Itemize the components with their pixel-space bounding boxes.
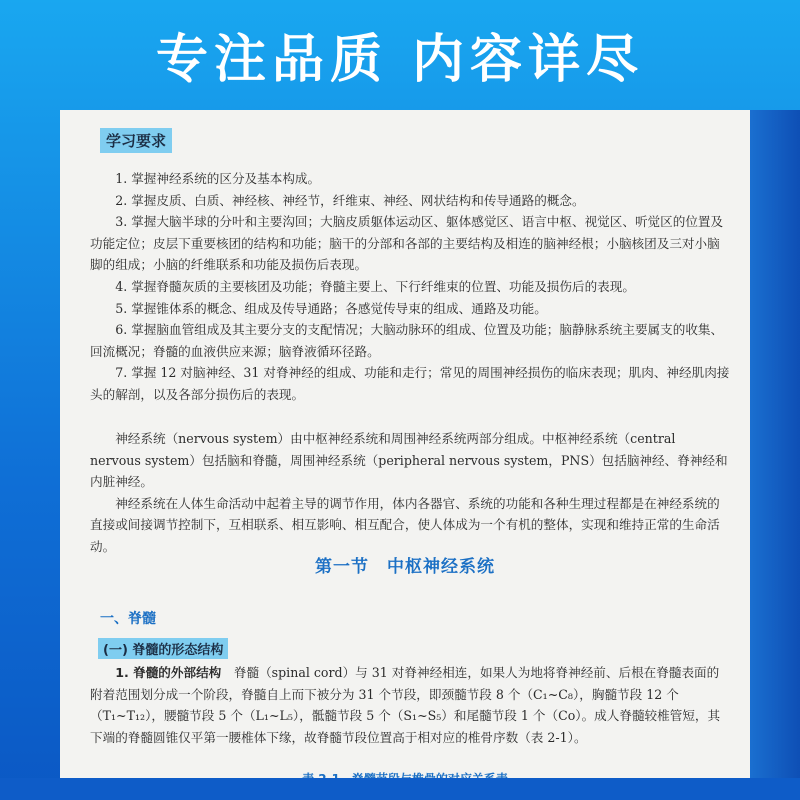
intro-text	[90, 428, 730, 558]
paragraph-text: 脊髓（spinal cord）与 31 对脊神经相连，如果人为地将脊神经前、后根在脊髓表面的附着范围划分成一个阶段，脊髓自上而下被分为 31 个节段，即颈髓节段 8 个（C₁~C₈），胸髓节段 12 个（T₁~T₁₂），腰髓节段 5 个（L₁~L₅），骶髓节段 5 个（S₁~S₅）和尾髓节段 1 个（Co）。成人脊髓较椎管短，其下端的脊髓圆锥仅平第一腰椎体下缘，故脊髓节段位置高于相对应的椎骨序数（表 2-1）。	[90, 665, 721, 745]
requirement-item: 3. 掌握大脑半球的分叶和主要沟回；大脑皮质躯体运动区、躯体感觉区、语言中枢、视觉区、听觉区的位置及功能定位；皮层下重要核团的结构和功能；脑干的分部和各部的主要结构及相连的脑神经根；小脑核团及三对小脑脚的组成；小脑的纤维联系和功能及损伤后表现。	[90, 214, 724, 273]
requirement-item: 5. 掌握锥体系的概念、组成及传导通路；各感觉传导束的组成、通路及功能。	[115, 300, 547, 316]
sub-heading-morphology: (一) 脊髓的形态结构	[98, 638, 228, 659]
intro-paragraph: 神经系统（nervous system）由中枢神经系统和周围神经系统两部分组成。中枢神经系统（central nervous system）包括脑和脊髓，周围神经系统（peripheral nervous system，PNS）包括脑神经、脊神经和内脏神经。	[90, 431, 728, 490]
requirement-item: 4. 掌握脊髓灰质的主要核团及功能；脊髓主要上、下行纤维束的位置、功能及损伤后的表现。	[115, 278, 635, 294]
requirement-item: 7. 掌握 12 对脑神经、31 对脊神经的组成、功能和走行；常见的周围神经损伤的临床表现；肌肉、神经肌肉接头的解剖，以及各部分损伤后的表现。	[90, 365, 730, 402]
banner	[0, 0, 800, 108]
requirement-item: 2. 掌握皮质、白质、神经核、神经节，纤维束、神经、网状结构和传导通路的概念。	[115, 192, 585, 208]
section-title: 第一节 中枢神经系统	[315, 557, 495, 577]
requirement-item: 1. 掌握神经系统的区分及基本构成。	[115, 171, 321, 186]
requirements-heading: 学习要求	[100, 128, 172, 153]
banner-title: 专注品质 内容详尽	[155, 29, 645, 90]
bottom-strip	[0, 778, 800, 800]
requirements-list	[90, 168, 730, 406]
intro-paragraph: 神经系统在人体生命活动中起着主导的调节作用，体内各器官、系统的功能和各种生理过程都是在神经系统的直接或间接调节控制下，互相联系、相互影响、相互配合，使人体成为一个有机的整体，实现和维持正常的生命活动。	[90, 495, 720, 554]
body-paragraph	[90, 662, 730, 748]
side-strip	[750, 110, 800, 778]
sub-heading-spinal-cord: 一、脊髓	[100, 611, 156, 627]
paragraph-lead: 1. 脊髓的外部结构	[115, 665, 222, 680]
requirement-item: 6. 掌握脑血管组成及其主要分支的支配情况；大脑动脉环的组成、位置及功能；脑静脉系统主要属支的收集、回流概况；脊髓的血液供应来源；脑脊液循环径路。	[90, 322, 724, 359]
book-page	[60, 110, 750, 778]
